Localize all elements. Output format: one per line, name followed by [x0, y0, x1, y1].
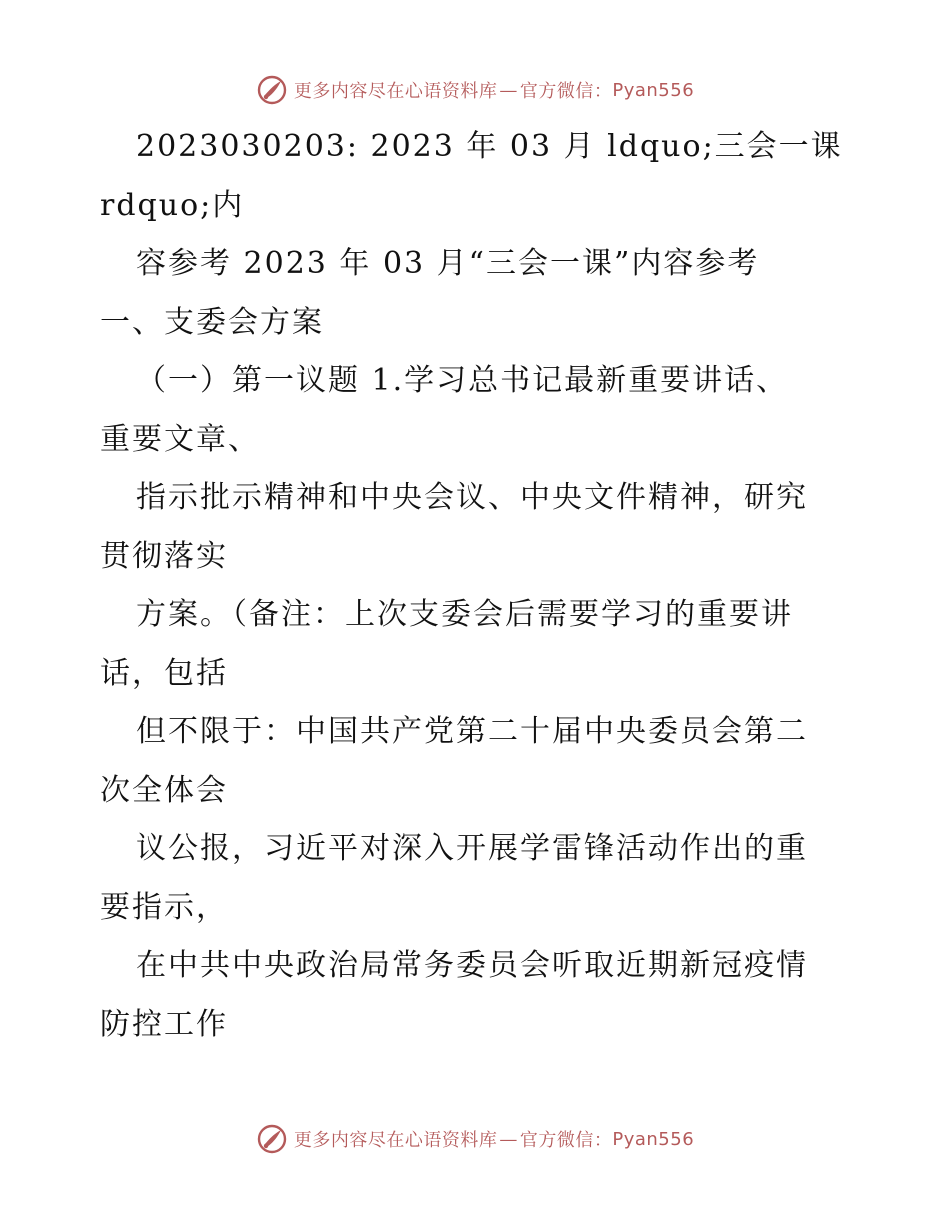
text-line: 要指示，	[100, 889, 228, 925]
text-line: 次全体会	[100, 772, 228, 808]
text-line: 议公报，习近平对深入开展学雷锋活动作出的重	[136, 831, 808, 866]
text-line: 指示批示精神和中央会议、中央文件精神，研究	[136, 480, 808, 515]
banner-brand-text: 更多内容尽在心语资料库	[293, 1130, 498, 1151]
document-body	[100, 118, 860, 1054]
banner-separator: —	[499, 79, 518, 101]
text-line: 一、支委会方案	[100, 304, 324, 340]
header-watermark-banner	[0, 70, 950, 110]
banner-brand-text: 更多内容尽在心语资料库	[293, 81, 498, 102]
banner-separator: —	[499, 1128, 518, 1150]
banner-wechat-handle: Pyan556	[612, 1128, 695, 1150]
text-line: 2023030203: 2023 年 03 月 ldquo;三会一课	[136, 129, 843, 164]
brush-logo-icon	[256, 1123, 288, 1155]
text-line: 容参考 2023 年 03 月“三会一课”内容参考	[136, 246, 760, 281]
banner-label: 官方微信：	[519, 81, 613, 102]
text-line: 防控工作	[100, 1006, 228, 1042]
banner-wechat-handle: Pyan556	[612, 79, 695, 101]
text-line: （一）第一议题 1.学习总书记最新重要讲话、	[136, 363, 789, 398]
banner-label: 官方微信：	[519, 1130, 613, 1151]
footer-watermark-banner	[0, 1119, 950, 1159]
text-line: 但不限于：中国共产党第二十届中央委员会第二	[136, 714, 808, 749]
text-line: 在中共中央政治局常务委员会听取近期新冠疫情	[136, 948, 808, 983]
brush-logo-icon	[256, 74, 288, 106]
text-line: 方案。（备注：上次支委会后需要学习的重要讲	[136, 597, 793, 632]
text-line: 贯彻落实	[100, 538, 228, 574]
text-line: 话，包括	[100, 655, 228, 691]
text-line: 重要文章、	[100, 421, 260, 457]
text-line: rdquo;内	[100, 187, 245, 223]
